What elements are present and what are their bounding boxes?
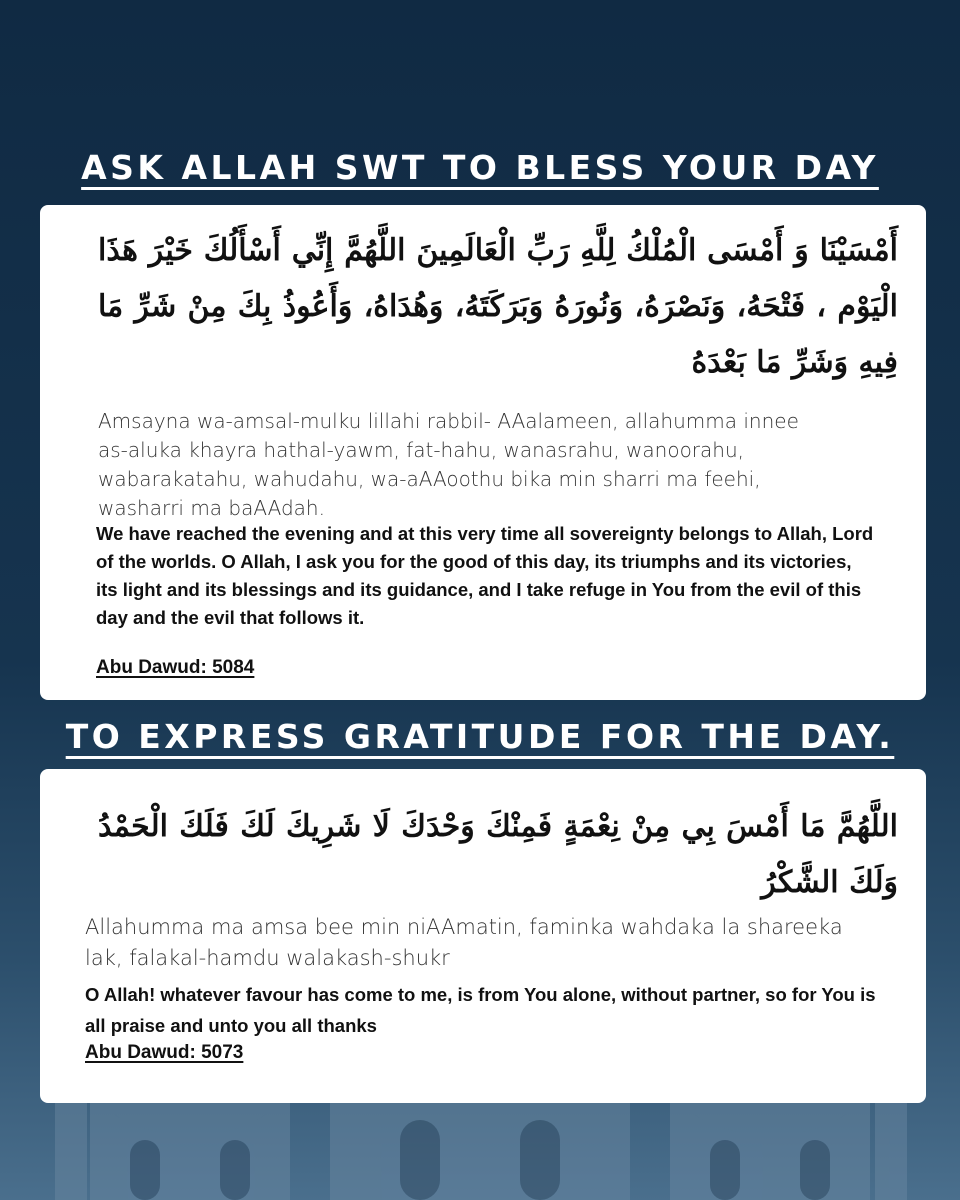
- arabic-text: أَمْسَيْنَا وَ أَمْسَى الْمُلْكُ لِلَّهِ رَبِّ الْعَالَمِينَ اللَّهُمَّ إِنِّي أَسْأَلُكَ خَيْرَ هَذَا الْيَوْم ، فَتْحَهُ، وَنَصْرَهُ، وَنُورَهُ وَبَرَكَتَهُ، وَهُدَاهُ، وَأَعُوذُ بِكَ مِنْ شَرِّ مَا فِيهِ وَشَرِّ مَا بَعْدَهُ: [98, 233, 898, 380]
- translation-text: O Allah! whatever favour has come to me, is from You alone, without partner, so for You is all praise and unto you all thanks: [85, 984, 876, 1036]
- hadith-source: Abu Dawud: 5073: [85, 1042, 244, 1063]
- transliteration-text: Allahumma ma amsa bee min niAAmatin, faminka wahdaka la shareeka lak, falakal-hamdu walakash-shukr: [85, 915, 843, 970]
- section1-heading: ASK ALLAH SWT TO BLESS YOUR DAY: [81, 148, 879, 187]
- transliteration-text: Amsayna wa-amsal-mulku lillahi rabbil- AAalameen, allahumma innee as-aluka khayra hathal-yawm, fat-hahu, wanasrahu, wanoorahu, wabarakatahu, wahudahu, wa-aAAoothu bika min sharri ma feehi, washarri ma baAAdah.: [98, 409, 799, 520]
- section2-heading: TO EXPRESS GRATITUDE FOR THE DAY.: [65, 717, 895, 756]
- dua-card-gratitude: [40, 769, 926, 1103]
- dua-card-bless-day: [40, 205, 926, 700]
- hadith-source: Abu Dawud: 5084: [96, 657, 255, 678]
- arabic-text: اللَّهُمَّ مَا أَمْسَ بِي مِنْ نِعْمَةٍ فَمِنْكَ وَحْدَكَ لَا شَرِيكَ لَكَ فَلَكَ الْحَمْدُ وَلَكَ الشَّكْرُ: [98, 809, 898, 900]
- translation-text: We have reached the evening and at this very time all sovereignty belongs to Allah, Lord of the worlds. O Allah, I ask you for the good of this day, its triumphs and its victories, its light and its blessings and its guidance, and I take refuge in You from the evil of this day and the evil that follows it.: [96, 523, 874, 628]
